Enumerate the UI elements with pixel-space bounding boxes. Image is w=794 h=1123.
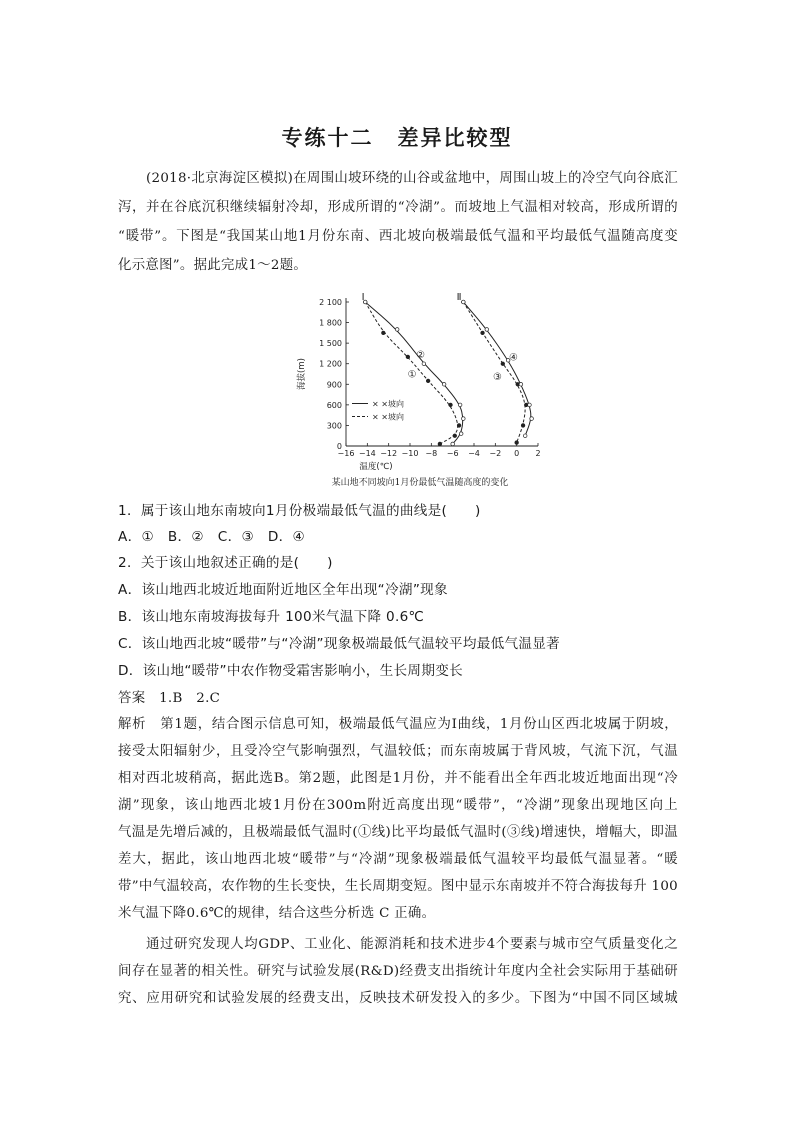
data-point [481, 331, 485, 335]
question-1-stem: 1．属于该山地东南坡向1月份极端最低气温的曲线是( ) [118, 503, 481, 519]
page-title [0, 122, 794, 152]
data-point [462, 300, 466, 304]
legend-label: × ×坡向 [372, 412, 404, 422]
analysis-line: 气温是先增后减的，且极端最低气温时(①线)比平均最低气温时(③线)增速快，增幅大，即温 [118, 825, 678, 840]
altitude-temperature-chart [290, 286, 550, 496]
data-point [442, 382, 446, 386]
x-tick-label: −8 [425, 449, 438, 458]
y-tick-label: 1 500 [319, 339, 342, 349]
x-tick-label: −16 [337, 449, 355, 458]
x-tick-label: −12 [380, 449, 398, 458]
intro-line: 化示意图”。据此完成1～2题。 [118, 258, 308, 273]
data-point [426, 379, 430, 383]
data-point [449, 403, 453, 407]
x-tick-label: −10 [401, 449, 419, 458]
data-point [395, 328, 399, 332]
x-tick-label: −14 [358, 449, 376, 458]
y-tick-label: 300 [326, 421, 342, 431]
question-2-option-c: C．该山地西北坡“暖带”与“冷湖”现象极端最低气温较平均最低气温显著 [118, 636, 561, 652]
intro-line: (2018·北京海淀区模拟)在周围山坡环绕的山谷或盆地中，周围山坡上的冷空气向谷底汇 [146, 171, 678, 186]
group-label: Ⅱ [456, 291, 462, 303]
passage-line: 究、应用研究和试验发展的经费支出，反映技术研发投入的多少。下图为“中国不同区域城 [118, 991, 678, 1006]
data-point [501, 362, 505, 366]
series-line-④ [463, 302, 530, 436]
x-tick-label: −2 [489, 449, 502, 458]
legend-label: × ×坡向 [372, 399, 404, 409]
data-point [485, 328, 489, 332]
y-tick-label: 900 [326, 380, 342, 390]
title-part-2: 差异比较型 [397, 126, 513, 150]
y-tick-label: 1 200 [319, 359, 342, 369]
passage-line: 间存在显著的相关性。研究与试验发展(R&D)经费支出指统计年度内全社会实际用于基础研 [118, 964, 678, 979]
x-axis-label: 温度(℃) [359, 462, 393, 472]
series-label: ④ [508, 352, 518, 364]
answer-line: 答案 1.B 2.C [118, 691, 221, 706]
analysis-line: 解析 第1题，结合图示信息可知，极端最低气温应为Ⅰ曲线，1月份山区西北坡属于阴坡， [118, 717, 678, 732]
data-point [528, 403, 532, 407]
data-point [519, 382, 523, 386]
y-tick-label: 0 [336, 442, 342, 451]
data-point [459, 432, 463, 436]
group-label: Ⅰ [361, 291, 365, 303]
question-2-option-b: B．该山地东南坡海拔每升 100米气温下降 0.6℃ [118, 609, 425, 625]
series-label: ② [416, 350, 426, 362]
passage-line: 通过研究发现人均GDP、工业化、能源消耗和技术进步4个要素与城市空气质量变化之 [146, 937, 678, 952]
y-tick-label: 2 100 [319, 298, 342, 307]
data-point [462, 417, 466, 421]
x-tick-label: −4 [468, 449, 480, 458]
question-2-option-a: A．该山地西北坡近地面附近地区全年出现“冷湖”现象 [118, 582, 448, 598]
data-point [523, 434, 527, 438]
chart-caption: 某山地不同坡向1月份最低气温随高度的变化 [331, 478, 509, 488]
analysis-line: 接受太阳辐射少，且受冷空气影响强烈，气温较低；而东南坡属于背风坡，气流下沉，气温 [118, 744, 678, 759]
analysis-line: 带”中气温较高，农作物的生长变快，生长周期变短。图中显示东南坡并不符合海拔每升 100 [118, 879, 678, 894]
analysis-line: 差大，据此，该山地西北坡“暖带”与“冷湖”现象极端最低气温较平均最低气温显著。“暖 [118, 852, 678, 867]
analysis-line: 相对西北坡稍高，据此选B。第2题，此图是1月份，并不能看出全年西北坡近地面出现“冷 [118, 771, 678, 786]
data-point [521, 424, 525, 428]
y-tick-label: 1 800 [319, 318, 342, 328]
data-point [422, 362, 426, 366]
data-point [406, 355, 410, 359]
data-point [438, 442, 442, 446]
data-point [451, 442, 455, 446]
x-tick-label: 0 [514, 449, 520, 458]
analysis-line: 米气温下降0.6℃的规律，结合这些分析选 C 正确。 [118, 906, 436, 921]
y-tick-label: 600 [326, 400, 342, 410]
series-label: ① [407, 369, 417, 381]
y-axis-label: 海拔(m) [297, 358, 307, 390]
title-part-1: 专练十二 [281, 126, 374, 150]
analysis-line: 湖”现象，该山地西北坡1月份在300m附近高度出现“暖带”，“冷湖”现象出现地区向上 [118, 798, 678, 813]
data-point [457, 424, 461, 428]
data-point [458, 403, 462, 407]
x-tick-label: −6 [446, 449, 459, 458]
x-tick-label: 2 [535, 449, 541, 458]
data-point [515, 441, 519, 445]
question-1-options: A．① B．② C．③ D．④ [118, 529, 305, 545]
data-point [382, 331, 386, 335]
intro-line: 泻，并在谷底沉积继续辐射冷却，形成所谓的“冷湖”。而坡地上气温相对较高，形成所谓的 [118, 200, 678, 215]
series-label: ③ [492, 372, 502, 384]
data-point [453, 434, 457, 438]
question-2-stem: 2．关于该山地叙述正确的是( ) [118, 555, 333, 571]
data-point [530, 417, 534, 421]
question-2-option-d: D．该山地“暖带”中农作物受霜害影响小，生长周期变长 [118, 663, 464, 679]
intro-line: “暖带”。下图是“我国某山地1月份东南、西北坡向极端最低气温和平均最低气温随高度变 [118, 229, 678, 244]
